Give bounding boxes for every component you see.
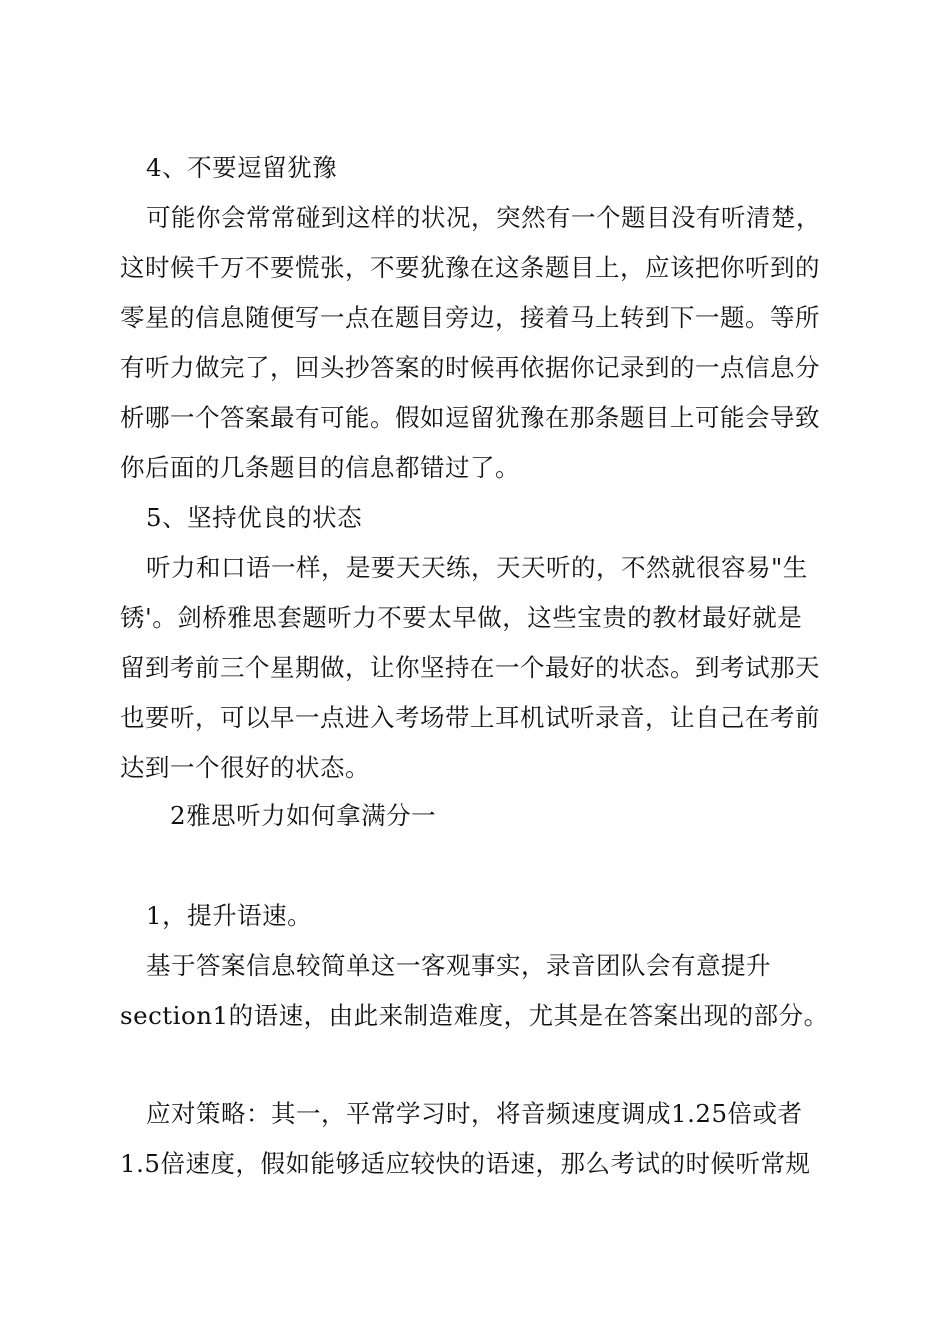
point-heading-1: 1，提升语速。 — [146, 901, 313, 930]
strategy-line: 应对策略：其一，平常学习时，将音频速度调成1.25倍或者 — [146, 1099, 803, 1128]
paragraph-line: 基于答案信息较简单这一客观事实，录音团队会有意提升 — [146, 951, 771, 980]
part-title: 2雅思听力如何拿满分一 — [170, 801, 437, 830]
section-heading-4: 4、不要逗留犹豫 — [146, 153, 338, 182]
strategy-line: 1.5倍速度，假如能够适应较快的语速，那么考试的时候听常规 — [120, 1149, 811, 1178]
paragraph-line: 达到一个很好的状态。 — [120, 753, 370, 782]
paragraph-line: 可能你会常常碰到这样的状况，突然有一个题目没有听清楚， — [146, 203, 821, 232]
paragraph-line: 这时候千万不要慌张，不要犹豫在这条题目上，应该把你听到的 — [120, 253, 820, 282]
paragraph-line: 零星的信息随便写一点在题目旁边，接着马上转到下一题。等所 — [120, 303, 820, 332]
paragraph-line: 听力和口语一样，是要天天练，天天听的，不然就很容易"生 — [146, 553, 808, 582]
paragraph-line: section1的语速，由此来制造难度，尤其是在答案出现的部分。 — [120, 1001, 829, 1030]
paragraph-line: 也要听，可以早一点进入考场带上耳机试听录音，让自己在考前 — [120, 703, 820, 732]
section-heading-5: 5、坚持优良的状态 — [146, 503, 363, 532]
paragraph-line: 锈'。剑桥雅思套题听力不要太早做，这些宝贵的教材最好就是 — [120, 603, 803, 632]
paragraph-line: 有听力做完了，回头抄答案的时候再依据你记录到的一点信息分 — [120, 353, 820, 382]
paragraph-line: 留到考前三个星期做，让你坚持在一个最好的状态。到考试那天 — [120, 653, 820, 682]
paragraph-line: 析哪一个答案最有可能。假如逗留犹豫在那条题目上可能会导致 — [120, 403, 820, 432]
paragraph-line: 你后面的几条题目的信息都错过了。 — [120, 453, 520, 482]
